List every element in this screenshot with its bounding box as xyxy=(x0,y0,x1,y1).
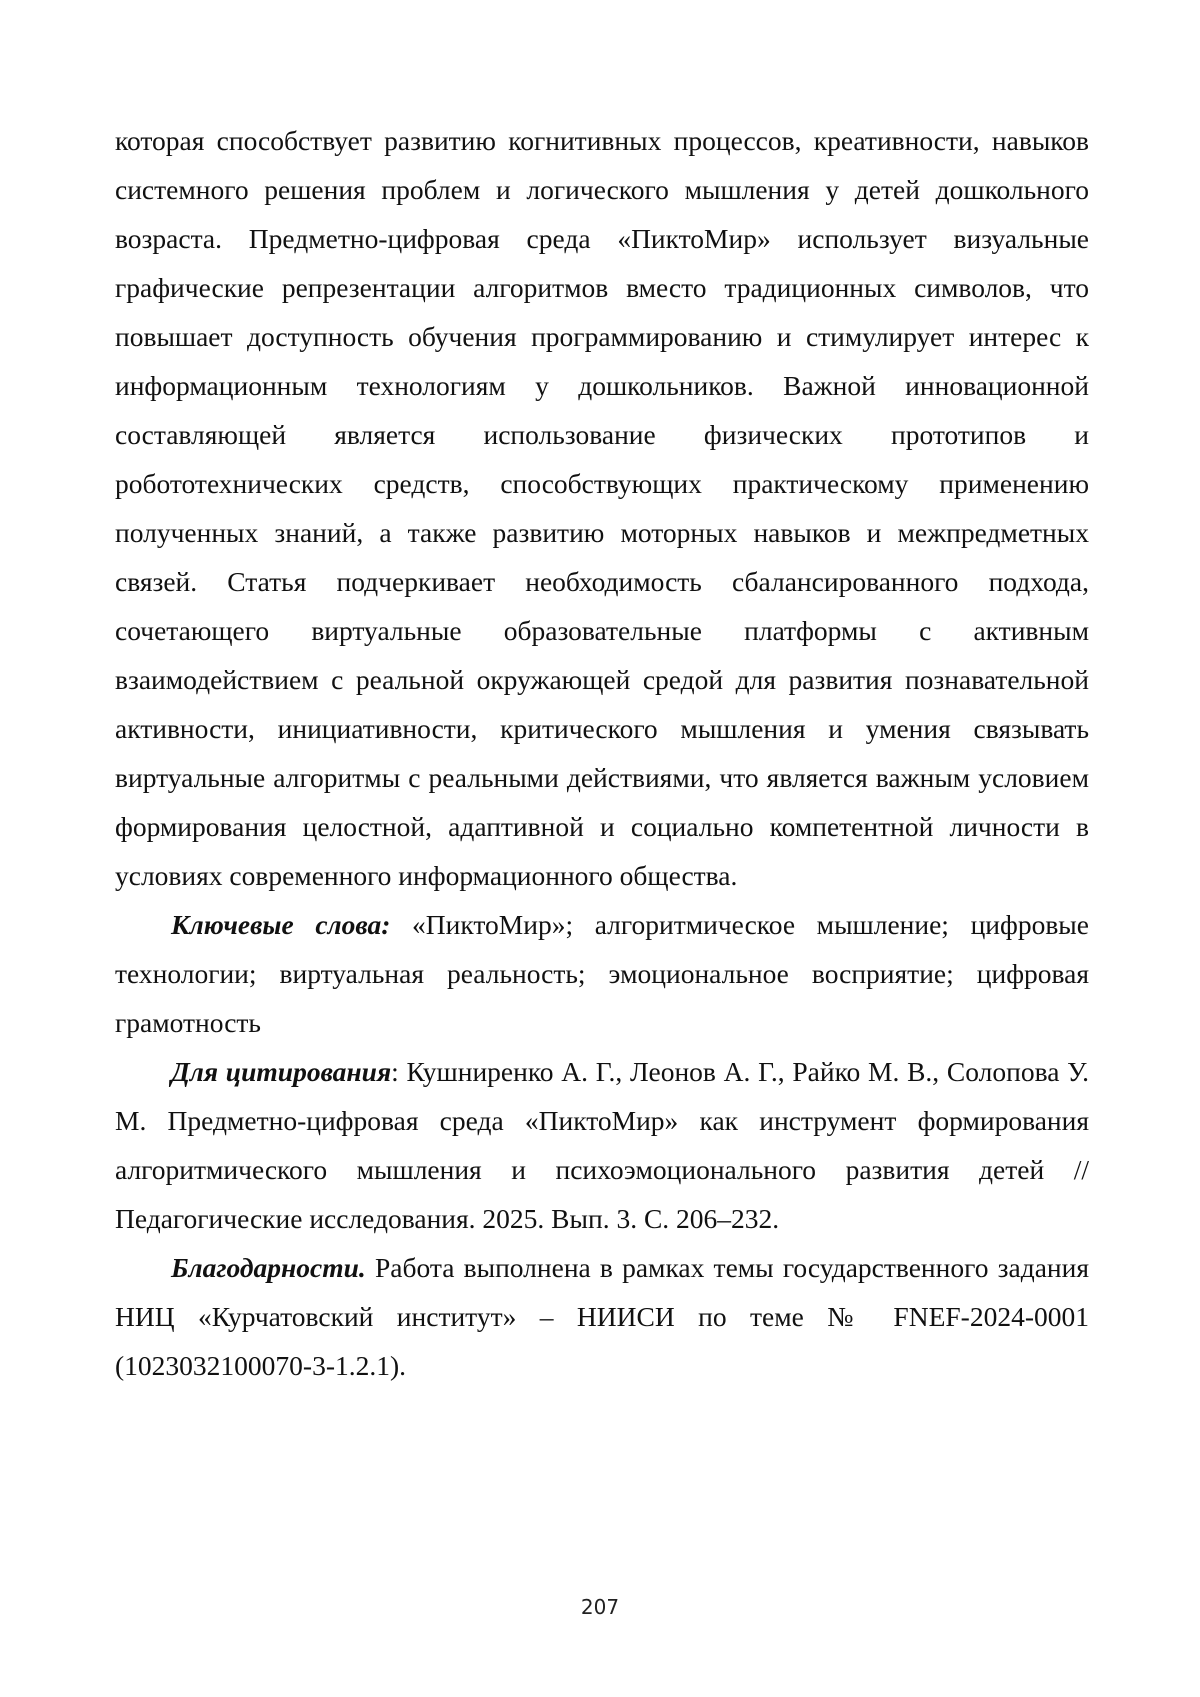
acknowledgments-paragraph xyxy=(115,1243,1089,1390)
keywords-text: «ПиктоМир»; алгоритмическое мышление; цифровые технологии; виртуальная реальность; эмоциональное восприятие; цифровая грамотность xyxy=(115,909,1089,1038)
page-number: 207 xyxy=(580,1595,620,1619)
citation-label: Для цитирования xyxy=(171,1056,392,1087)
acknowledgments-label: Благодарности. xyxy=(171,1252,366,1283)
citation-text: : Кушниренко А. Г., Леонов А. Г., Райко М. В., Солопова У. М. Предметно-цифровая среда «ПиктоМир» как инструмент формирования алгоритмического мышления и психоэмоционального развития детей // Педагогические исследования. 2025. Вып. 3. С. 206–232. xyxy=(115,1056,1089,1234)
acknowledgments-text: Работа выполнена в рамках темы государственного задания НИЦ «Курчатовский институт» – НИИСИ по теме № FNEF-2024-0001 (1023032100070-3-1.2.1). xyxy=(115,1252,1089,1381)
citation-paragraph xyxy=(115,1047,1089,1243)
article-text xyxy=(115,116,1089,1390)
abstract-paragraph: которая способствует развитию когнитивных процессов, креативности, навыков системного решения проблем и логического мышления у детей дошкольного возраста. Предметно-цифровая среда «ПиктоМир» использует визуальные графические репрезентации алгоритмов вместо традиционных символов, что повышает доступность обучения программированию и стимулирует интерес к информационным технологиям у дошкольников. Важной инновационной составляющей является использование физических прототипов и робототехнических средств, способствующих практическому применению полученных знаний, а также развитию моторных навыков и межпредметных связей. Статья подчеркивает необходимость сбалансированного подхода, сочетающего виртуальные образовательные платформы с активным взаимодействием с реальной окружающей средой для развития познавательной активности, инициативности, критического мышления и умения связывать виртуальные алгоритмы с реальными действиями, что является важным условием формирования целостной, адаптивной и социально компетентной личности в условиях современного информационного общества. xyxy=(115,125,1089,891)
keywords-label: Ключевые слова: xyxy=(171,909,391,940)
keywords-paragraph xyxy=(115,900,1089,1047)
